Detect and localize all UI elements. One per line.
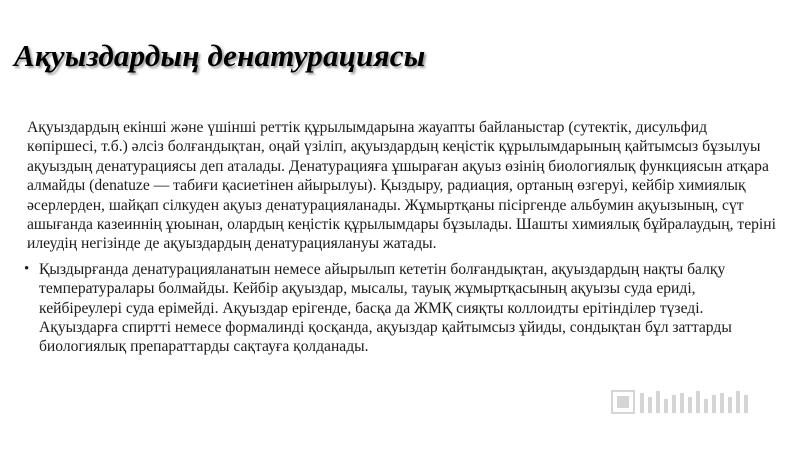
slide-body (24, 118, 776, 357)
slide-title: Ақуыздардың денатурациясы (14, 38, 426, 73)
body-paragraph: Ақуыздардың екінші және үшінші реттік құрылымдарына жауапты байланыстар (сутектік, дисульфид көпіршесі, т.б.) әлсіз болғандықтан, оңай үзіліп, ақуыздардың кеңістік құрылымдарының қайтымсыз бұзылуы ақуыздың денатурациясы деп аталады. Денатурацияға ұшыраған ақуыз өзінің биологиялық функциясын атқара алмайды (denatuze — табиғи қасиетінен айырылуы). Қыздыру, радиация, ортаның өзгеруі, кейбір химиялық әсерлерден, шайқап сілкуден ақуыз денатурацияланады. Жұмыртқаны пісіргенде альбумин ақуызының, сүт ашығанда казеиннің ұюынан, олардың кеңістік құрылымдары бұзылады. Шашты химиялық бұйралаудың, теріні илеудің негізінде де ақуыздардың денатурациялануы жатады. (27, 119, 776, 253)
bullet-item (24, 260, 776, 357)
presentation-watermark-icon (610, 385, 760, 425)
bullet-marker: • (24, 260, 30, 277)
bullet-text: Қыздырғанда денатурацияланатын немесе айырылып кететін болғандықтан, ақуыздардың нақты балқу температуралары болмайды. Кейбір ақуыздар, мысалы, тауық жұмыртқасының ақуызы суда ериді, кейбіреулері суда ерімейді. Ақуыздар ерігенде, басқа да ЖМҚ сияқты коллоидты ерітінділер түзеді. Ақуыздарға спиртті немесе формалинді қосқанда, ақуыздар қайтымсыз ұйиды, сондықтан бұл заттарды биологиялық препараттарды сақтауға қолданады. (39, 260, 732, 356)
